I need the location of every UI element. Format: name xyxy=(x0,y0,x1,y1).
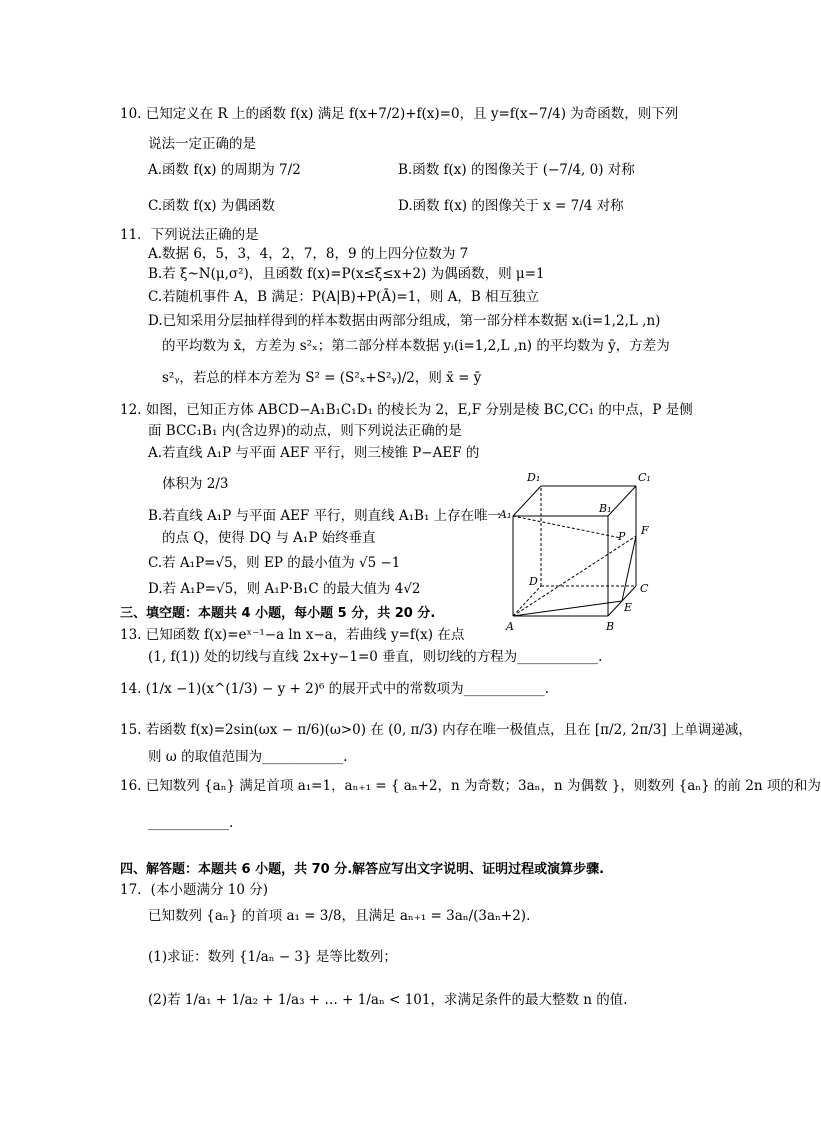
q17-stem: 已知数列 {aₙ} 的首项 a₁ = 3/8，且满足 aₙ₊₁ = 3aₙ/(3aₙ+2). xyxy=(148,908,531,924)
line-ae xyxy=(513,601,622,616)
label-d: D xyxy=(529,575,538,588)
label-b1: B₁ xyxy=(599,502,612,515)
label-e: E xyxy=(624,601,633,614)
edge-b1c1 xyxy=(608,486,636,516)
label-c: C xyxy=(640,582,649,595)
label-f: F xyxy=(641,524,649,537)
q11-option-d-2: 的平均数为 x̄，方差为 s²ₓ；第二部分样本数据 yᵢ(i=1,2,L ,n) 的平均数为 ȳ，方差为 xyxy=(162,338,670,354)
q16-line-1: 16. 已知数列 {aₙ} 满足首项 a₁=1，aₙ₊₁ = { aₙ+2，n 为奇数；3aₙ，n 为偶数 }，则数列 {aₙ} 的前 2n 项的和为 xyxy=(120,778,821,794)
q13-line-2: (1, f(1)) 处的切线与直线 2x+y−1=0 垂直，则切线的方程为____________. xyxy=(148,649,603,665)
q11-stem: 11．下列说法正确的是 xyxy=(120,227,259,243)
label-p: P xyxy=(618,530,626,543)
q16-line-2: ____________. xyxy=(148,815,234,831)
q11-option-d-3: s²ᵧ，若总的样本方差为 S² = (S²ₓ+S²ᵧ)/2，则 x̄ = ȳ xyxy=(162,370,482,386)
q12-option-b-2: 的点 Q，使得 DQ 与 A₁P 始终垂直 xyxy=(162,530,376,546)
edge-ad xyxy=(513,586,541,616)
q12-option-d: D.若 A₁P=√5，则 A₁P·B₁C 的最大值为 4√2 xyxy=(148,581,421,597)
q10-option-d: D.函数 f(x) 的图像关于 x = 7/4 对称 xyxy=(398,198,624,214)
section-answers-title: 四、解答题：本题共 6 小题，共 70 分.解答应写出文字说明、证明过程或演算步骤. xyxy=(120,862,605,877)
q11-option-d-1: D.已知采用分层抽样得到的样本数据由两部分组成，第一部分样本数据 xᵢ(i=1,2,L ,n) xyxy=(148,313,661,329)
q11-option-a: A.数据 6，5，3，4，2，7，8，9 的上四分位数为 7 xyxy=(148,246,469,262)
q13-line-1: 13. 已知函数 f(x)=eˣ⁻¹−a ln x−a，若曲线 y=f(x) 在点 xyxy=(120,627,465,643)
label-a: A xyxy=(506,620,514,633)
q12-option-c: C.若 A₁P=√5，则 EP 的最小值为 √5 −1 xyxy=(148,555,401,571)
line-ef xyxy=(622,536,636,601)
q10-option-c: C.函数 f(x) 为偶函数 xyxy=(148,198,275,214)
q10-stem-2: 说法一定正确的是 xyxy=(148,136,256,152)
q11-option-c: C.若随机事件 A，B 满足：P(A|B)+P(Ā)=1，则 A，B 相互独立 xyxy=(148,289,540,305)
q12-option-b-1: B.若直线 A₁P 与平面 AEF 平行，则直线 A₁B₁ 上存在唯一 xyxy=(148,508,502,524)
q17-part-2: (2)若 1/a₁ + 1/a₂ + 1/a₃ + … + 1/aₙ < 101，求满足条件的最大整数 n 的值. xyxy=(148,992,628,1008)
q12-option-a-1: A.若直线 A₁P 与平面 AEF 平行，则三棱锥 P−AEF 的 xyxy=(148,445,480,461)
q15-line-1: 15. 若函数 f(x)=2sin(ωx − π/6)(ω>0) 在 (0, π/3) 内存在唯一极值点，且在 [π/2, 2π/3] 上单调递减， xyxy=(120,722,752,738)
q17-head: 17．(本小题满分 10 分) xyxy=(120,882,268,898)
q15-line-2: 则 ω 的取值范围为____________. xyxy=(148,749,348,765)
q12-stem-2: 面 BCC₁B₁ 内(含边界)的动点，则下列说法正确的是 xyxy=(148,423,462,439)
q12-option-a-2: 体积为 2/3 xyxy=(162,476,229,492)
label-b: B xyxy=(606,620,615,633)
q10-option-b: B.函数 f(x) 的图像关于 (−7/4, 0) 对称 xyxy=(398,162,635,178)
label-a1: A₁ xyxy=(499,508,512,521)
label-c1: C₁ xyxy=(638,471,651,484)
cube-figure xyxy=(499,468,663,638)
edge-a1d1 xyxy=(513,486,541,516)
q17-part-1: (1)求证：数列 {1/aₙ − 3} 是等比数列； xyxy=(148,949,397,965)
label-d1: D₁ xyxy=(527,471,541,484)
section-fill-in-title: 三、填空题：本题共 4 小题，每小题 5 分，共 20 分. xyxy=(120,606,436,621)
line-a1p xyxy=(513,516,621,538)
q10-option-a: A.函数 f(x) 的周期为 7/2 xyxy=(148,162,301,178)
q14: 14. (1/x −1)(x^(1/3) − y + 2)⁶ 的展开式中的常数项为____________. xyxy=(120,681,549,697)
q10-stem: 10. 已知定义在 R 上的函数 f(x) 满足 f(x+7/2)+f(x)=0，且 y=f(x−7/4) 为奇函数，则下列 xyxy=(120,106,679,122)
q11-option-b: B.若 ξ~N(μ,σ²)，且函数 f(x)=P(x≤ξ≤x+2) 为偶函数，则 μ=1 xyxy=(148,266,545,282)
q12-stem: 12. 如图，已知正方体 ABCD−A₁B₁C₁D₁ 的棱长为 2，E,F 分别是棱 BC,CC₁ 的中点，P 是侧 xyxy=(120,402,693,418)
